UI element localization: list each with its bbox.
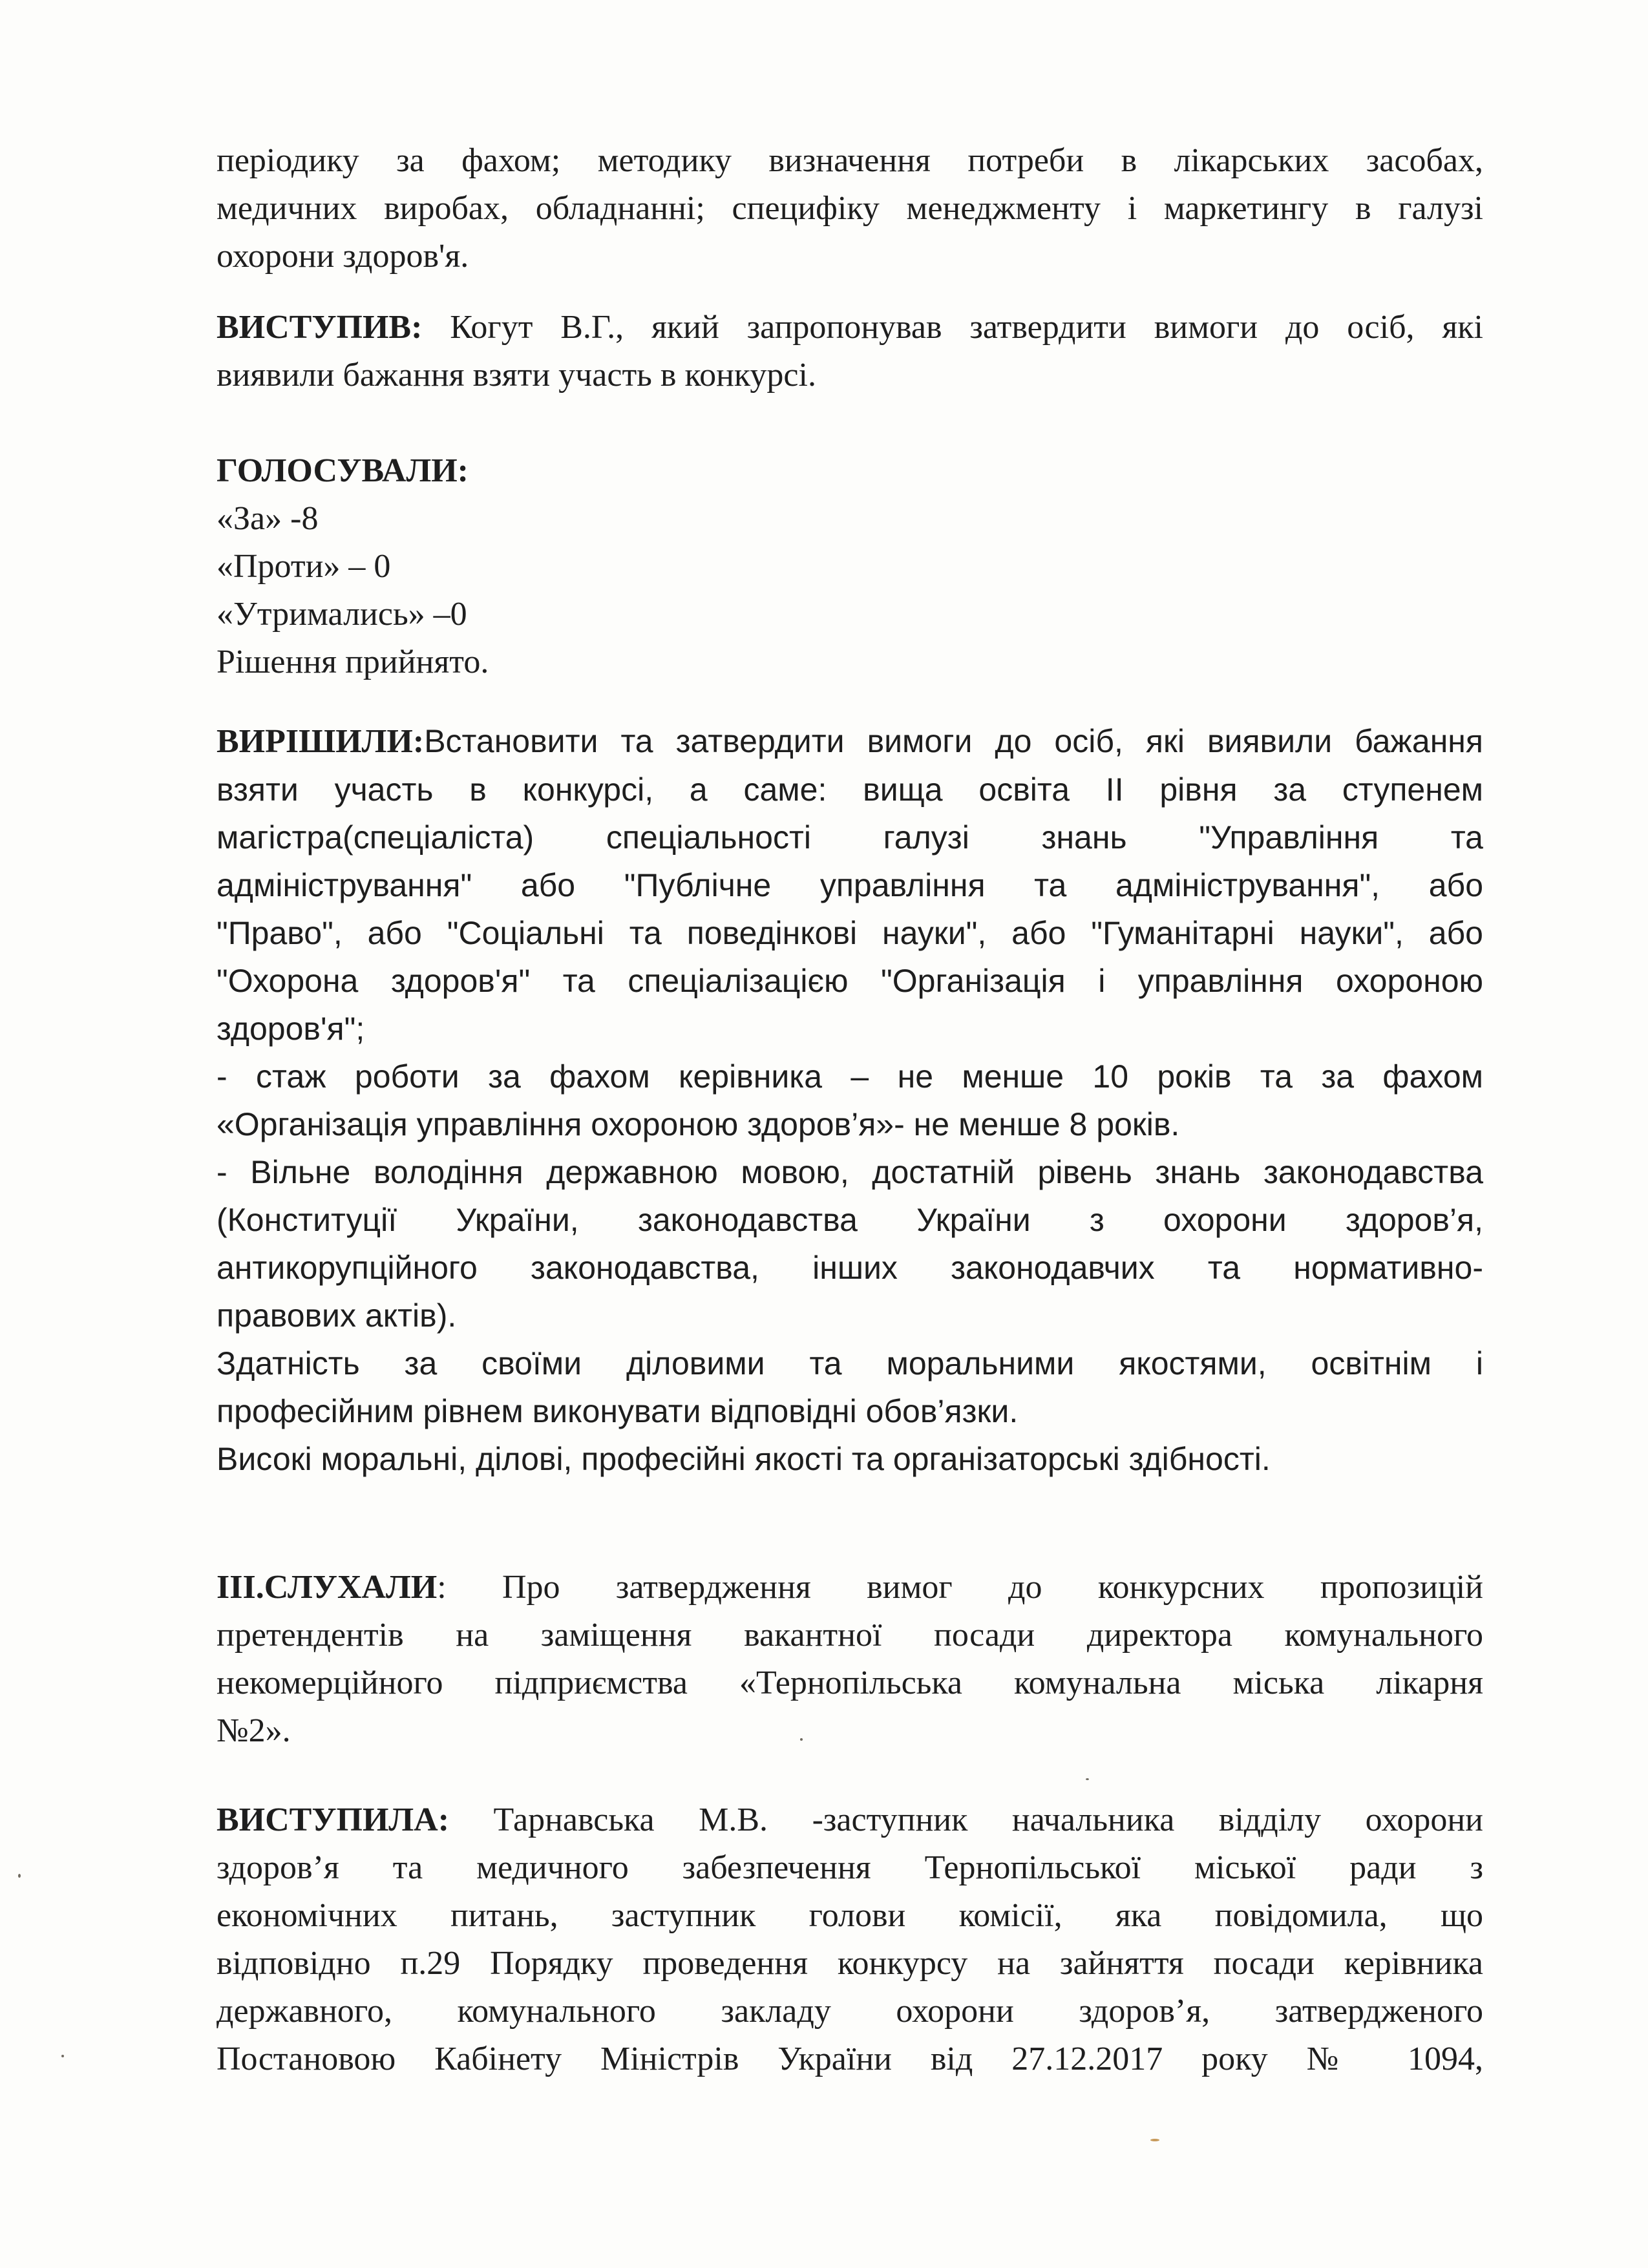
- speaker-kohut-paragraph: [217, 304, 1483, 399]
- speaker-tarnavska-line-4: відповідно п.29 Порядку проведення конкурсу на зайняття посади керівника: [217, 1945, 1483, 1982]
- speaker-female-label: ВИСТУПИЛА:: [217, 1801, 450, 1838]
- scan-speck: [1086, 1778, 1089, 1780]
- intro-paragraph: [217, 137, 1483, 280]
- requirement-language-line-1: - Вільне володіння державною мовою, достатній рівень знань законодавства: [217, 1154, 1483, 1190]
- requirement-language-line-3: антикорупційного законодавства, інших законодавчих та нормативно-: [217, 1250, 1483, 1286]
- intro-line-3: охорони здоров'я.: [217, 238, 469, 275]
- heard-label: ІІІ.СЛУХАЛИ: [217, 1569, 438, 1606]
- vote-for: «За» -8: [217, 500, 319, 537]
- speaker-tarnavska-line-3: економічних питань, заступник голови комісії, яка повідомила, що: [217, 1897, 1483, 1934]
- heard-line-2: претендентів на заміщення вакантної посади директора комунального: [217, 1617, 1483, 1654]
- decision-label: ВИРІШИЛИ:: [217, 723, 425, 760]
- decision-text-1: Встановити та затвердити вимоги до осіб, які виявили бажання: [424, 723, 1483, 759]
- speaker-tarnavska-block: [217, 1796, 1483, 2083]
- requirement-experience-line-2: «Організація управління охороною здоров’я»- не менше 8 років.: [217, 1106, 1180, 1142]
- speaker-tarnavska-line-6: Постановою Кабінету Міністрів України від 27.12.2017 року № 1094,: [217, 2041, 1483, 2077]
- decision-line-1: [217, 717, 1483, 766]
- scan-speck: [61, 2055, 64, 2057]
- heard-line-3: некомерційного підприємства «Тернопільська комунальна міська лікарня: [217, 1664, 1483, 1701]
- requirement-language-line-4: правових актів).: [217, 1297, 457, 1334]
- decision-line-4: адміністрування" або "Публічне управління та адміністрування", або: [217, 867, 1483, 903]
- requirement-ability-line-1: Здатність за своїми діловими та моральними якостями, освітнім і: [217, 1345, 1483, 1381]
- requirement-language-line-2: (Конституції України, законодавства України з охорони здоров’я,: [217, 1202, 1483, 1238]
- intro-line-1: періодику за фахом; методику визначення потреби в лікарських засобах,: [217, 142, 1483, 179]
- speaker-tarnavska-line-2: здоров’я та медичного забезпечення Тернопільської міської ради з: [217, 1849, 1483, 1886]
- scan-speck: [18, 1874, 21, 1878]
- vote-result: Рішення прийнято.: [217, 644, 489, 680]
- decision-line-2: взяти участь в конкурсі, а саме: вища освіта ІІ рівня за ступенем: [217, 772, 1483, 808]
- speaker-kohut-text: Когут В.Г., який запропонував затвердити вимоги до осіб, які: [422, 309, 1483, 346]
- speaker-label: ВИСТУПИВ:: [217, 309, 423, 346]
- decision-line-3: магістра(спеціаліста) спеціальності галузі знань "Управління та: [217, 819, 1483, 856]
- speaker-kohut-line-2: виявили бажання взяти участь в конкурсі.: [217, 357, 816, 394]
- requirement-ability-line-2: професійним рівнем виконувати відповідні обов’язки.: [217, 1393, 1019, 1429]
- speaker-tarnavska-line-1: [217, 1796, 1483, 1844]
- heard-line-1: [217, 1564, 1483, 1612]
- vote-abstained: «Утримались» –0: [217, 596, 467, 633]
- requirement-experience-line-1: - стаж роботи за фахом керівника – не менше 10 років та за фахом: [217, 1058, 1483, 1095]
- decision-line-6: "Охорона здоров'я" та спеціалізацією "Організація і управління охороною: [217, 963, 1483, 999]
- vote-block: [217, 447, 1483, 686]
- decision-line-7: здоров'я";: [217, 1011, 365, 1047]
- scan-speck: [1150, 2139, 1159, 2141]
- decision-block: [217, 717, 1483, 1483]
- requirement-qualities: Високі моральні, ділові, професійні якості та організаторські здібності.: [217, 1441, 1271, 1477]
- heard-block: [217, 1564, 1483, 1755]
- scan-speck: [800, 1738, 803, 1741]
- decision-line-5: "Право", або "Соціальні та поведінкові науки", або "Гуманітарні науки", або: [217, 915, 1483, 951]
- speaker-kohut-line-1: [217, 304, 1483, 352]
- heard-line-4: №2».: [217, 1712, 291, 1749]
- speaker-tarnavska-text-1: Тарнавська М.В. -заступник начальника відділу охорони: [449, 1801, 1483, 1838]
- heard-text-1: : Про затвердження вимог до конкурсних пропозицій: [437, 1569, 1483, 1606]
- intro-line-2: медичних виробах, обладнанні; специфіку менеджменту і маркетингу в галузі: [217, 190, 1483, 227]
- vote-heading: ГОЛОСУВАЛИ:: [217, 452, 469, 489]
- speaker-tarnavska-line-5: державного, комунального закладу охорони здоров’я, затвердженого: [217, 1993, 1483, 2030]
- vote-against: «Проти» – 0: [217, 548, 391, 585]
